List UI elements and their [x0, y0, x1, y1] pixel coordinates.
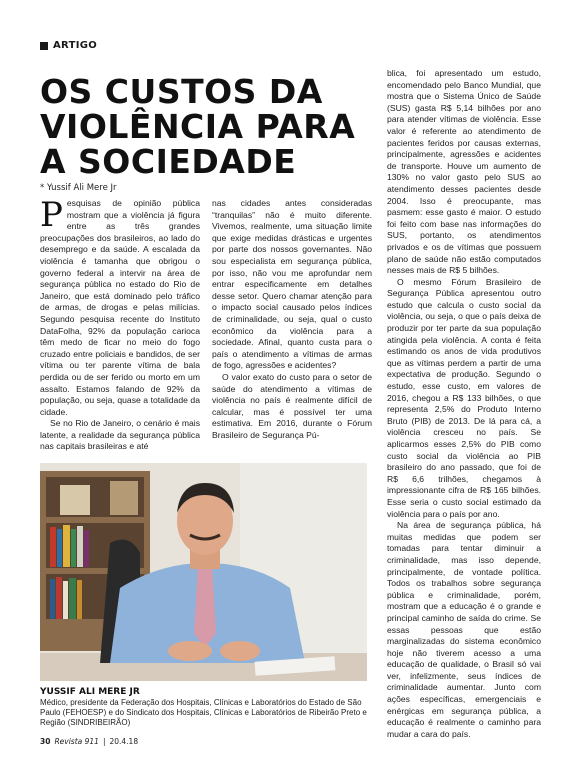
section-square-icon [40, 42, 48, 50]
paragraph: O mesmo Fórum Brasileiro de Segurança Pública apresentou outro estudo que calcula o custo social da violência, ou seja, o que o país deixa de produzir por ter parte da sua população atingida pela violência. A conta é feita estimando os anos de vida produtivos que as vítimas perdem a partir de uma expectativa de produção. Segundo o estudo, esse custo, em valores de 2016, chegou a R$ 133 bilhões, o que representa 2,5% do Produto Interno Bruto (PIB) de 2013. De lá para cá, a violência cresceu no país. Se aplicarmos esses 2,5% do PIB como custo social da violência ao PIB brasileiro do ano passado, que foi de R$ 6,6 trilhões, chegamos à impressionante cifra de R$ 165 bilhões. Esse seria o custo social estimado da violência para o país por ano. [387, 276, 541, 519]
issue-date: 20.4.18 [109, 737, 139, 746]
page-number: 30 [40, 737, 51, 746]
magazine-name: Revista 911 [54, 737, 99, 746]
paragraph: blica, foi apresentado um estudo, encomendado pelo Banco Mundial, que mostra que o Sistema Único de Saúde (SUS) gasta R$ 5,14 bilhões por ano para atender vítimas de violência. Esse valor é referente ao atendimento de pacientes feridos por causas externas, principalmente, agressões e acidentes de transporte. Houve um aumento de 130% no valor gasto pelo SUS ao atendimento desses pacientes desde 2004. Isso é preocupante, mas pasmem: esse gasto é maior. O estudo foi feito com base nas informações do SUS, portanto, os atendimentos privados e os de vítimas que possuem plano de saúde não estão computados nesses mais de R$ 5 bilhões. [387, 68, 541, 276]
footer-separator: | [102, 737, 106, 746]
caption-name: YUSSIF ALI MERE JR [40, 687, 140, 697]
paragraph: Se no Rio de Janeiro, o cenário é mais latente, a realidade da segurança pública nas capitais brasileiras e até [40, 418, 200, 452]
section-tag [40, 40, 97, 51]
headline-line-2: VIOLÊNCIA PARA [40, 107, 356, 146]
headline-line-1: OS CUSTOS DA [40, 72, 323, 111]
page-footer [40, 737, 138, 746]
paragraph: Pesquisas de opinião pública mostram que a violência já figura entre as três grandes preocupações dos brasileiros, ao lado do desemprego e da saúde. A escalada da violência é tamanha que obrigou o governo federal a intervir na área de segurança pública no estado do Rio de Janeiro, que está dominado pelo tráfico de armas, de drogas e pelas milícias. Segundo pesquisa recente do Instituto DataFolha, 92% da população carioca têm medo de ficar no meio do fogo cruzado entre policiais e bandidos, de ser vítima ou ter parente vítima de bala perdida ou de ser ferido ou morto em um assalto. Estamos falando de 92% da população, ou seja, quase a totalidade da cidade. [40, 195, 200, 417]
paragraph: O valor exato do custo para o setor de saúde do atendimento a vítimas de violência no país é realmente difícil de calcular, mas é possível ter uma estimativa. Em 2016, durante o Fórum Brasileiro de Segurança Pú- [212, 371, 372, 440]
paragraph: nas cidades antes consideradas “tranquilas” não é muito diferente. Vivemos, realmente, uma situação limite que exige medidas drásticas e urgentes por parte dos nossos governantes. Não sou especialista em segurança pública, por isso, não vou me aprofundar nem entrar especificamente em detalhes desse setor. Quero chamar atenção para o impacto social causado pelos índices de criminalidade, ou seja, qual o custo econômico da violência para a sociedade. Afinal, quanto custa para o país o atendimento a vítimas de armas de fogo, agressões e acidentes? [212, 198, 372, 371]
body-column-2 [212, 198, 372, 441]
headline [40, 74, 385, 179]
headline-line-3: A SOCIEDADE [40, 142, 297, 181]
body-column-1 [40, 195, 200, 453]
caption-text: Médico, presidente da Federação dos Hospitais, Clínicas e Laboratórios do Estado de São Paulo (FEHOESP) e do Sindicato dos Hospitais, Clínicas e Laboratórios de Ribeirão Preto e Região (SINDRIBEIRÃO) [40, 698, 367, 727]
section-label: ARTIGO [53, 40, 98, 51]
byline: * Yussif Ali Mere Jr [40, 183, 117, 193]
author-photo-illustration [40, 463, 367, 681]
drop-cap: P [40, 195, 63, 235]
author-photo [40, 463, 367, 681]
paragraph: Na área de segurança pública, há muitas medidas que podem ser tomadas para tentar diminuir a criminalidade, mas isso depende, principalmente, de vontade política. Todos os trabalhos sobre segurança pública e criminalidade, porém, mostram que a educação é o grande e principal caminho de saída do crime. Se essas pessoas que estão marginalizadas do sistema econômico hoje não tiverem acesso a uma educação de qualidade, o Brasil só vai ver, infelizmente, seus índices de criminalidade aumentar. Junto com ações específicas, emergenciais e enérgicas em segurança pública, a educação é realmente o caminho para mudar a cara do país. [387, 520, 541, 739]
body-column-3 [387, 68, 541, 740]
